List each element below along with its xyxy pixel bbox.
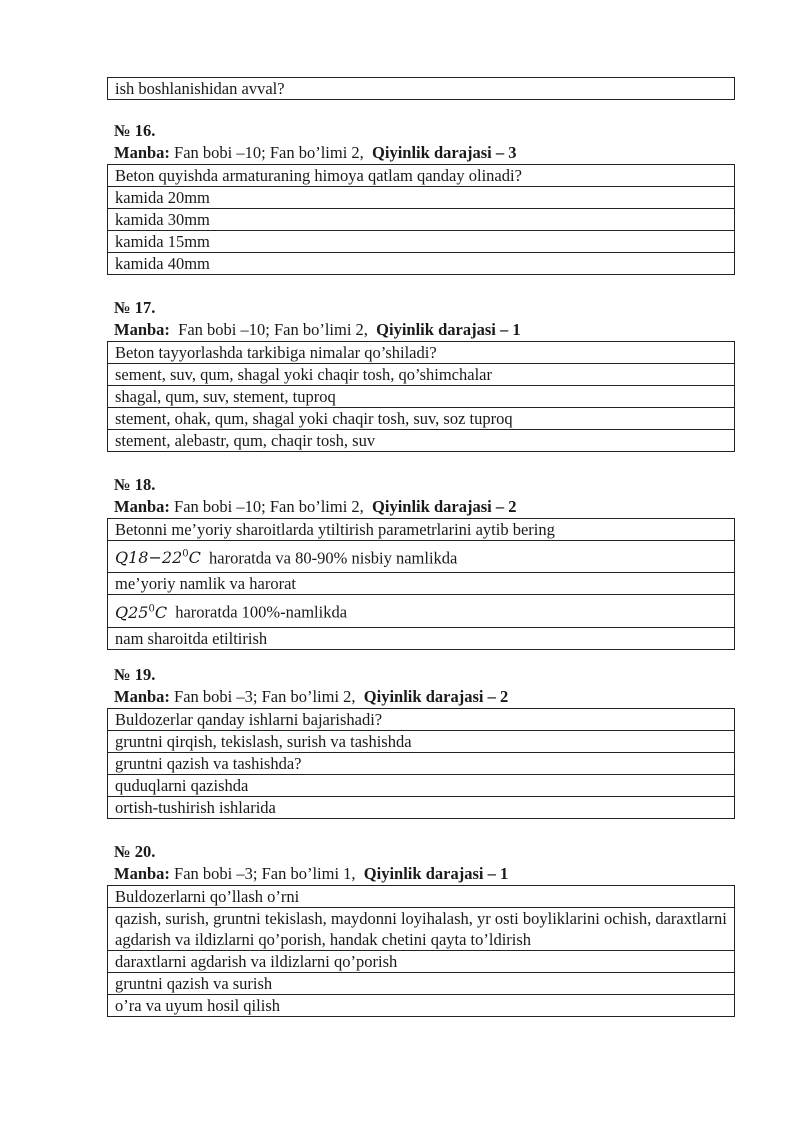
question-source: [107, 142, 735, 164]
table-row: [108, 731, 735, 753]
source-label: Manba:: [114, 864, 170, 883]
answer-option: qazish, surish, gruntni tekislash, maydonni loyihalash, yr osti boyliklarini ochish, daraxtlarni agdarish va ildizlarni qo’porish, handak chetini qayta to’ldirish: [108, 908, 735, 951]
table-row: [108, 519, 735, 541]
answer-option: [108, 541, 735, 573]
answer-option: nam sharoitda etiltirish: [108, 627, 735, 649]
question-20: [107, 841, 735, 1017]
table-row: [108, 209, 735, 231]
source-label: Manba:: [114, 687, 170, 706]
answer-table: [107, 341, 735, 452]
table-row: [108, 430, 735, 452]
answer-option: kamida 20mm: [108, 187, 735, 209]
answer-option: shagal, qum, suv, stement, tuproq: [108, 386, 735, 408]
table-row: [108, 342, 735, 364]
answer-option: daraxtlarni agdarish va ildizlarni qo’porish: [108, 951, 735, 973]
table-row: [108, 797, 735, 819]
question-source: [107, 496, 735, 518]
table-row: [108, 709, 735, 731]
difficulty-level: Qiyinlik darajasi – 2: [363, 687, 509, 706]
answer-table: [107, 518, 735, 650]
table-row: [108, 908, 735, 951]
source-text: Fan bobi –10; Fan bo’limi 2,: [169, 497, 373, 516]
question-18: [107, 474, 735, 650]
table-row: [108, 951, 735, 973]
question-number: № 18.: [114, 475, 156, 494]
question-text: Buldozerlar qanday ishlarni bajarishadi?: [108, 709, 735, 731]
answer-option: kamida 40mm: [108, 253, 735, 275]
table-row: [108, 386, 735, 408]
question-number: № 16.: [114, 121, 156, 140]
table-row: [108, 753, 735, 775]
answer-text: haroratda 100%-namlikda: [171, 602, 348, 622]
table-row: [108, 541, 735, 573]
question-text: Betonni me’yoriy sharoitlarda ytiltirish parametrlarini aytib bering: [108, 519, 735, 541]
answer-option: stement, ohak, qum, shagal yoki chaqir tosh, suv, soz tuproq: [108, 408, 735, 430]
table-row: [108, 886, 735, 908]
table-row: [108, 408, 735, 430]
answer-option: stement, alebastr, qum, chaqir tosh, suv: [108, 430, 735, 452]
table-row: [108, 995, 735, 1017]
table-row: [108, 231, 735, 253]
table-row: [108, 573, 735, 595]
answer-option: o’ra va uyum hosil qilish: [108, 995, 735, 1017]
answer-option: gruntni qazish va surish: [108, 973, 735, 995]
question-source: [107, 686, 735, 708]
question-19: [107, 664, 735, 819]
table-row: [108, 364, 735, 386]
temperature-formula: $Q18-22^0C$: [115, 548, 201, 568]
table-row: [108, 973, 735, 995]
answer-option: sement, suv, qum, shagal yoki chaqir tosh, qo’shimchalar: [108, 364, 735, 386]
table-row: [108, 775, 735, 797]
answer-text: haroratda va 80-90% nisbiy namlikda: [204, 548, 458, 568]
source-text: Fan bobi –10; Fan bo’limi 2,: [169, 143, 373, 162]
question-text: Beton quyishda armaturaning himoya qatlam qanday olinadi?: [108, 165, 735, 187]
question-16: [107, 120, 735, 275]
difficulty-level: Qiyinlik darajasi – 2: [372, 497, 517, 516]
answer-option: [108, 595, 735, 627]
answer-table: [107, 164, 735, 275]
table-row: [108, 627, 735, 649]
question-source: [107, 863, 735, 885]
table-row: [108, 78, 735, 100]
question-text: Buldozerlarni qo’llash o’rni: [108, 886, 735, 908]
answer-option: gruntni qazish va tashishda?: [108, 753, 735, 775]
table-row: [108, 187, 735, 209]
answer-table: [107, 708, 735, 819]
source-text: Fan bobi –10; Fan bo’limi 2,: [169, 320, 377, 339]
source-text: Fan bobi –3; Fan bo’limi 1,: [169, 864, 364, 883]
question-number: № 19.: [114, 665, 156, 684]
answer-option: me’yoriy namlik va harorat: [108, 573, 735, 595]
difficulty-level: Qiyinlik darajasi – 1: [376, 320, 521, 339]
table-cell: ish boshlanishidan avval?: [108, 78, 735, 100]
table-row: [108, 165, 735, 187]
answer-table: [107, 77, 735, 100]
answer-option: ortish-tushirish ishlarida: [108, 797, 735, 819]
question-number: № 17.: [114, 298, 156, 317]
question-text: Beton tayyorlashda tarkibiga nimalar qo’shiladi?: [108, 342, 735, 364]
answer-option: kamida 15mm: [108, 231, 735, 253]
source-label: Manba:: [114, 497, 170, 516]
temperature-formula: $Q25^0C$: [115, 602, 168, 622]
question-number: № 20.: [114, 842, 156, 861]
difficulty-level: Qiyinlik darajasi – 1: [363, 864, 509, 883]
answer-table: [107, 885, 735, 1017]
table-row: [108, 253, 735, 275]
answer-option: quduqlarni qazishda: [108, 775, 735, 797]
question-17: [107, 297, 735, 452]
difficulty-level: Qiyinlik darajasi – 3: [372, 143, 517, 162]
question-source: [107, 319, 735, 341]
table-row: [108, 595, 735, 627]
previous-question-fragment: [107, 77, 735, 100]
answer-option: kamida 30mm: [108, 209, 735, 231]
source-label: Manba:: [114, 320, 170, 339]
source-text: Fan bobi –3; Fan bo’limi 2,: [169, 687, 364, 706]
source-label: Manba:: [114, 143, 170, 162]
answer-option: gruntni qirqish, tekislash, surish va tashishda: [108, 731, 735, 753]
